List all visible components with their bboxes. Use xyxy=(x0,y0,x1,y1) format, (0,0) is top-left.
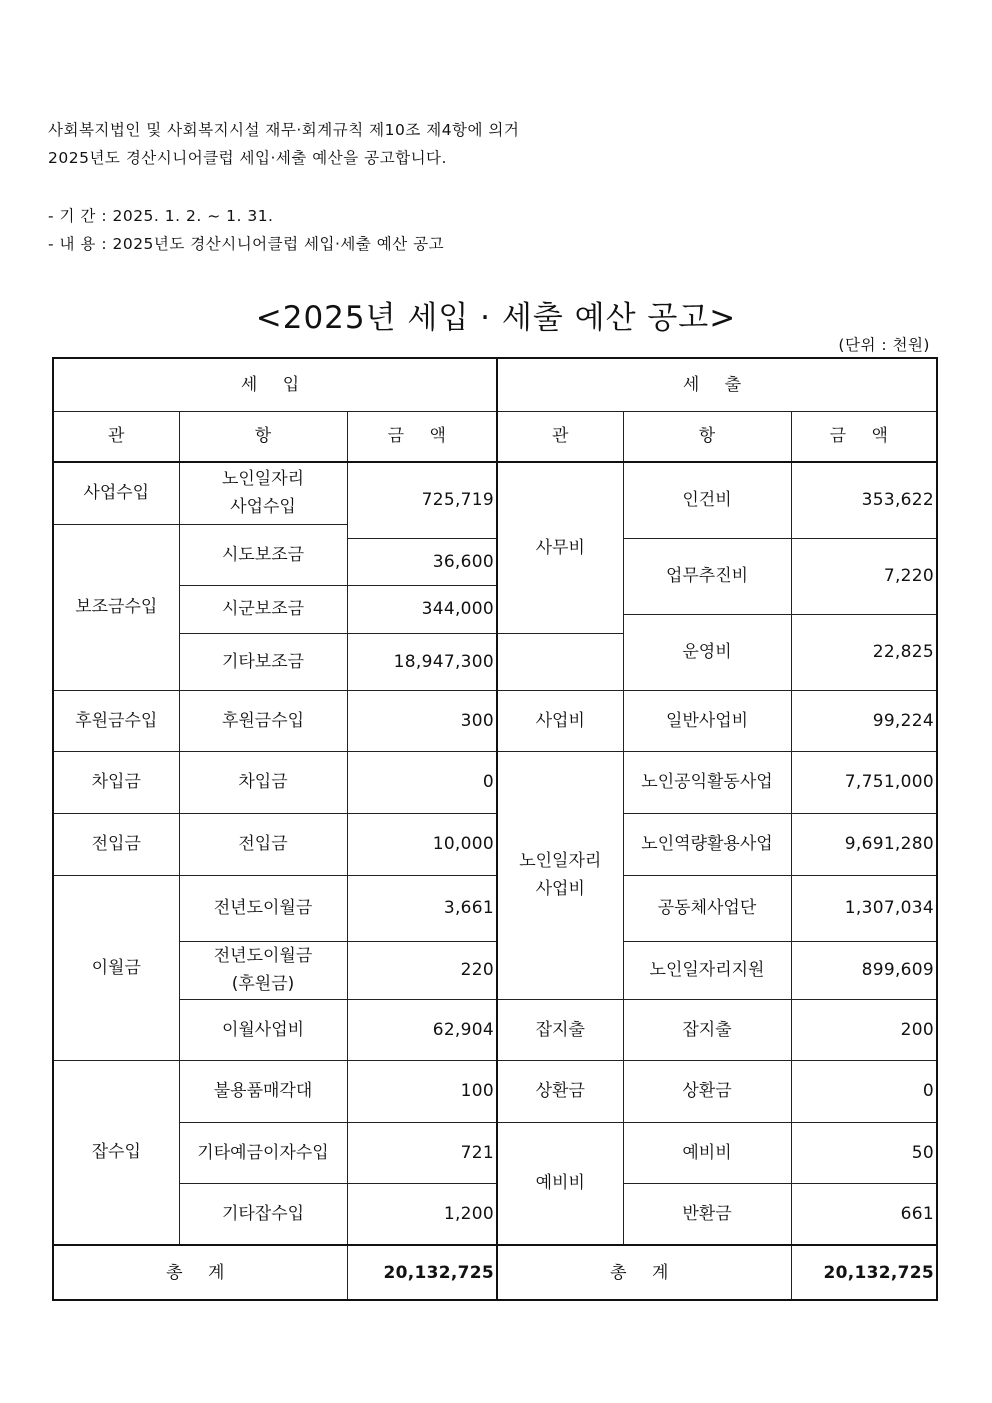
rev-gwan-cell: 잡수입 xyxy=(53,1060,179,1245)
exp-total-label: 총 계 xyxy=(497,1245,791,1300)
exp-gwan-cell: 노인일자리 사업비 xyxy=(497,751,623,999)
rev-hang-cell: 전입금 xyxy=(179,813,347,875)
unit-label: (단위 : 천원) xyxy=(838,336,930,354)
exp-hang-cell: 노인역량활용사업 xyxy=(623,813,791,875)
rev-hang-cell: 이월사업비 xyxy=(179,999,347,1060)
table-row xyxy=(53,941,937,999)
table-row xyxy=(53,462,937,524)
rev-amount-cell: 1,200 xyxy=(347,1183,497,1245)
rev-hang-cell: 시군보조금 xyxy=(179,585,347,633)
exp-amount-cell: 50 xyxy=(791,1122,937,1183)
exp-hang-cell: 노인공익활동사업 xyxy=(623,751,791,813)
table-row xyxy=(53,690,937,751)
rev-hang-cell: 기타보조금 xyxy=(179,633,347,690)
exp-hang-cell: 업무추진비 xyxy=(623,538,791,614)
rev-gwan-cell: 사업수입 xyxy=(53,462,179,524)
rev-total-amount: 20,132,725 xyxy=(347,1245,497,1300)
exp-amount-cell: 899,609 xyxy=(791,941,937,999)
rev-hang-cell: 불용품매각대 xyxy=(179,1060,347,1122)
expense-header: 세 출 xyxy=(497,358,937,411)
table-row xyxy=(53,1183,937,1245)
exp-amount-cell: 7,751,000 xyxy=(791,751,937,813)
exp-hang-cell: 운영비 xyxy=(623,614,791,690)
exp-gwan-cell: 예비비 xyxy=(497,1122,623,1245)
exp-total-amount: 20,132,725 xyxy=(791,1245,937,1300)
exp-gwan-cell: 사무비 xyxy=(497,462,623,633)
total-row xyxy=(53,1245,937,1300)
exp-amount-cell: 353,622 xyxy=(791,462,937,538)
exp-amount-header: 금 액 xyxy=(791,411,937,462)
rev-amount-cell: 18,947,300 xyxy=(347,633,497,690)
rev-amount-cell: 10,000 xyxy=(347,813,497,875)
intro-line-2: 2025년도 경산시니어클럽 세입·세출 예산을 공고합니다. xyxy=(48,149,447,167)
rev-gwan-cell: 전입금 xyxy=(53,813,179,875)
rev-amount-cell: 721 xyxy=(347,1122,497,1183)
rev-amount-cell: 725,719 xyxy=(347,462,497,538)
table-row xyxy=(53,875,937,941)
header-row-columns xyxy=(53,411,937,462)
table-row xyxy=(53,1060,937,1122)
exp-amount-cell: 0 xyxy=(791,1060,937,1122)
exp-hang-cell: 예비비 xyxy=(623,1122,791,1183)
table-row xyxy=(53,999,937,1060)
intro-line-1: 사회복지법인 및 사회복지시설 재무·회계규칙 제10조 제4항에 의거 xyxy=(48,121,520,139)
rev-hang-cell: 후원금수입 xyxy=(179,690,347,751)
exp-hang-cell: 인건비 xyxy=(623,462,791,538)
rev-total-label: 총 계 xyxy=(53,1245,347,1300)
exp-hang-header: 항 xyxy=(623,411,791,462)
exp-hang-cell: 일반사업비 xyxy=(623,690,791,751)
rev-hang-cell: 시도보조금 xyxy=(179,524,347,585)
exp-amount-cell: 200 xyxy=(791,999,937,1060)
exp-amount-cell: 99,224 xyxy=(791,690,937,751)
exp-hang-cell: 상환금 xyxy=(623,1060,791,1122)
rev-hang-cell: 전년도이월금 (후원금) xyxy=(179,941,347,999)
rev-gwan-cell: 보조금수입 xyxy=(53,524,179,690)
rev-amount-cell: 100 xyxy=(347,1060,497,1122)
rev-amount-cell: 0 xyxy=(347,751,497,813)
rev-hang-cell: 기타잡수입 xyxy=(179,1183,347,1245)
rev-amount-cell: 3,661 xyxy=(347,875,497,941)
exp-gwan-cell: 상환금 xyxy=(497,1060,623,1122)
page-title: <2025년 세입 · 세출 예산 공고> xyxy=(255,300,737,336)
table-row xyxy=(53,1122,937,1183)
rev-amount-cell: 344,000 xyxy=(347,585,497,633)
exp-amount-cell: 22,825 xyxy=(791,614,937,690)
notice-period: - 기 간 : 2025. 1. 2. ~ 1. 31. xyxy=(48,207,274,225)
rev-hang-header: 항 xyxy=(179,411,347,462)
exp-hang-cell: 노인일자리지원 xyxy=(623,941,791,999)
budget-table xyxy=(52,357,938,1301)
exp-amount-cell: 9,691,280 xyxy=(791,813,937,875)
rev-hang-cell: 기타예금이자수입 xyxy=(179,1122,347,1183)
exp-amount-cell: 1,307,034 xyxy=(791,875,937,941)
exp-hang-cell: 공동체사업단 xyxy=(623,875,791,941)
rev-amount-cell: 62,904 xyxy=(347,999,497,1060)
exp-gwan-header: 관 xyxy=(497,411,623,462)
rev-gwan-cell: 후원금수입 xyxy=(53,690,179,751)
rev-amount-cell: 36,600 xyxy=(347,538,497,585)
revenue-header: 세 입 xyxy=(53,358,497,411)
exp-hang-cell: 잡지출 xyxy=(623,999,791,1060)
table-row xyxy=(53,813,937,875)
exp-gwan-cell: 사업비 xyxy=(497,690,623,751)
notice-content: - 내 용 : 2025년도 경산시니어클럽 세입·세출 예산 공고 xyxy=(48,235,445,253)
exp-hang-cell: 반환금 xyxy=(623,1183,791,1245)
exp-amount-cell: 7,220 xyxy=(791,538,937,614)
intro-paragraph xyxy=(48,116,519,172)
notice-info xyxy=(48,202,444,258)
table-row xyxy=(53,751,937,813)
exp-amount-cell: 661 xyxy=(791,1183,937,1245)
rev-gwan-header: 관 xyxy=(53,411,179,462)
rev-gwan-cell: 이월금 xyxy=(53,875,179,1060)
rev-gwan-cell: 차입금 xyxy=(53,751,179,813)
rev-amount-cell: 300 xyxy=(347,690,497,751)
rev-amount-cell: 220 xyxy=(347,941,497,999)
rev-hang-cell: 전년도이월금 xyxy=(179,875,347,941)
rev-amount-header: 금 액 xyxy=(347,411,497,462)
header-row-section xyxy=(53,358,937,411)
exp-gwan-cell: 잡지출 xyxy=(497,999,623,1060)
rev-hang-cell: 노인일자리 사업수입 xyxy=(179,462,347,524)
rev-hang-cell: 차입금 xyxy=(179,751,347,813)
